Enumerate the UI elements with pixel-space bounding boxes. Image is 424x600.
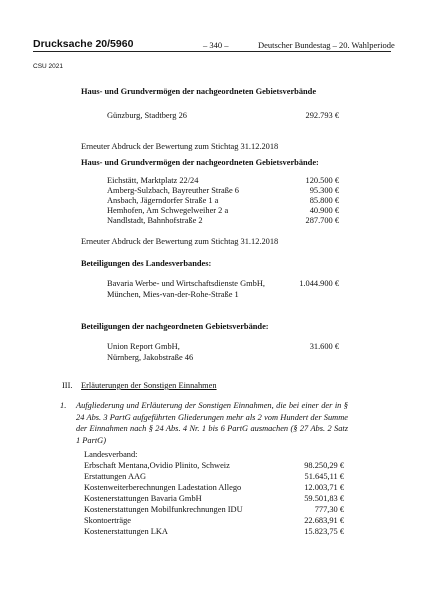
asset-amount: 85.800 € (309, 196, 339, 205)
asset-label: Nandlstadt, Bahnhofstraße 2 (107, 216, 203, 225)
holding-amount: 1.044.900 € (299, 279, 339, 288)
income-amount: 51.645,11 € (304, 472, 344, 481)
section-numeral: III. (62, 381, 73, 390)
subsection-numeral: 1. (60, 401, 67, 410)
document-number: Drucksache 20/5960 (33, 38, 134, 50)
income-label: Kostenweiterberechnungen Ladestation Allego (84, 483, 242, 492)
section-heading: Beteiligungen der nachgeordneten Gebietsverbände: (81, 322, 269, 331)
income-label: Kostenerstattungen Bavaria GmbH (84, 494, 202, 503)
asset-amount: 95.300 € (309, 186, 339, 195)
income-amount: 98.250,29 € (304, 461, 344, 470)
income-label: Kostenerstattungen LKA (84, 527, 168, 536)
valuation-note: Erneuter Abdruck der Bewertung zum Stichtag 31.12.2018 (81, 237, 279, 246)
asset-label: Amberg-Sulzbach, Bayreuther Straße 6 (107, 186, 239, 195)
holding-address: München, Mies-van-der-Rohe-Straße 1 (107, 290, 239, 299)
holding-name: Bavaria Werbe- und Wirtschaftsdienste GmbH, (107, 279, 265, 288)
publisher: Deutscher Bundestag – 20. Wahlperiode (258, 40, 395, 50)
subsection-text: Aufgliederung und Erläuterung der Sonstigen Einnahmen, die bei einer der in § 24 Abs. 3 PartG aufgeführten Gliederungen mehr als 2 vom Hundert der Summe der Einnahmen nach § 24 Abs. 4 Nr. 1 bis 6 PartG ausmachen (§ 27 Abs. 2 Satz 1 PartG) (76, 401, 348, 445)
asset-label: Ansbach, Jägerndorfer Straße 1 a (107, 196, 219, 205)
asset-amount: 292.793 € (305, 111, 339, 120)
income-label: Erstattungen AAG (84, 472, 147, 481)
income-label: Kostenerstattungen Mobilfunkrechnungen IDU (84, 505, 243, 514)
header-rule (33, 51, 391, 52)
income-amount: 59.501,83 € (304, 494, 344, 503)
page-number: – 340 – (203, 40, 229, 50)
income-amount: 22.683,91 € (304, 516, 344, 525)
section-heading: Haus- und Grundvermögen der nachgeordneten Gebietsverbände: (81, 158, 319, 167)
asset-label: Eichstätt, Marktplatz 22/24 (107, 176, 199, 185)
valuation-note: Erneuter Abdruck der Bewertung zum Stichtag 31.12.2018 (81, 142, 279, 151)
income-amount: 15.823,75 € (304, 527, 344, 536)
section-title: Erläuterungen der Sonstigen Einnahmen (81, 381, 217, 390)
asset-amount: 287.700 € (305, 216, 339, 225)
party-label: CSU 2021 (33, 63, 63, 70)
income-label: Skontoerträge (84, 516, 131, 525)
income-label: Erbschaft Mentana,Ovidio Plinito, Schweiz (84, 461, 230, 470)
asset-label: Hemhofen, Am Schwegelweiher 2 a (107, 206, 229, 215)
income-amount: 777,30 € (314, 505, 344, 514)
holding-address: Nürnberg, Jakobstraße 46 (107, 353, 194, 362)
section-heading: Beteiligungen des Landesverbandes: (81, 259, 212, 268)
holding-amount: 31.600 € (309, 342, 339, 351)
income-amount: 12.003,71 € (304, 483, 344, 492)
holding-name: Union Report GmbH, (107, 342, 180, 351)
asset-label: Günzburg, Stadtberg 26 (107, 111, 187, 120)
asset-amount: 40.900 € (309, 206, 339, 215)
income-group-label: Landesverband: (84, 450, 138, 459)
section-heading: Haus- und Grundvermögen der nachgeordneten Gebietsverbände (81, 87, 317, 96)
asset-amount: 120.500 € (305, 176, 339, 185)
